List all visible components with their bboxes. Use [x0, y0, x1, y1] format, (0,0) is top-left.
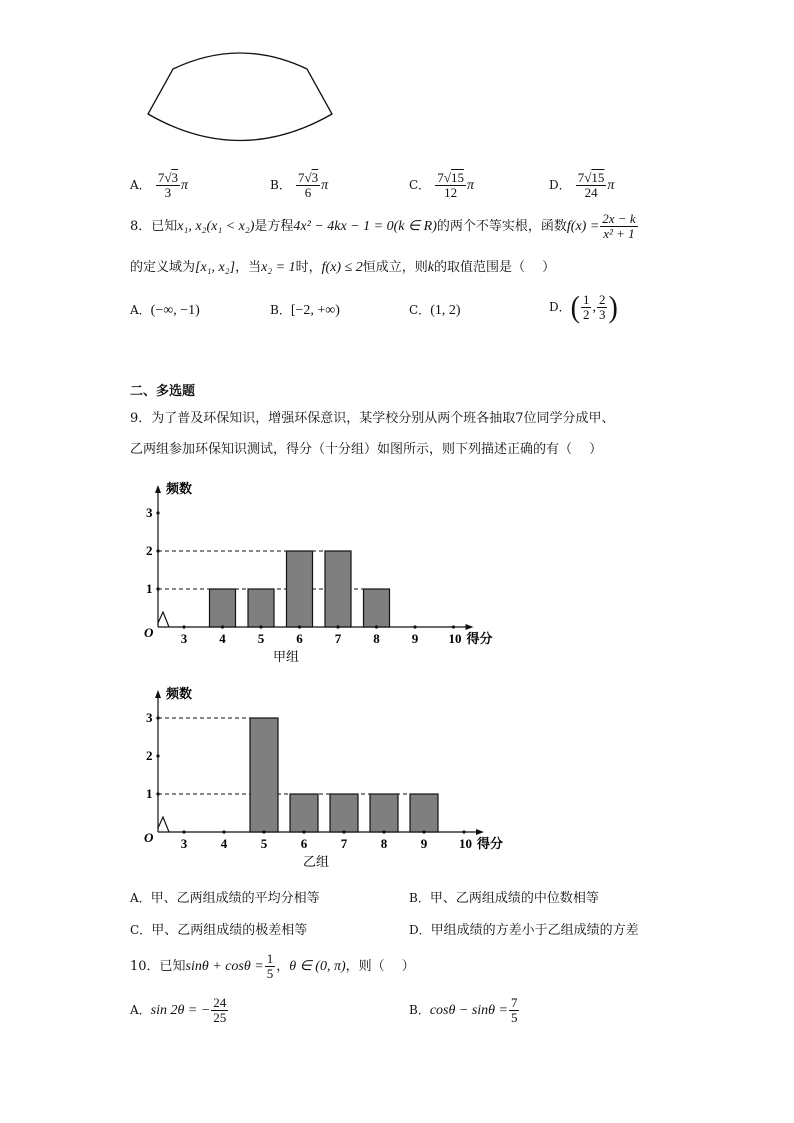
axis-break: [158, 817, 169, 832]
q8-math-inequality: f(x) ≤ 2: [321, 260, 363, 275]
y-axis-arrow: [155, 690, 161, 698]
bar: [210, 589, 236, 627]
option-math: sin 2θ = −: [150, 1003, 211, 1018]
y-tick-label: 3: [146, 710, 153, 725]
fraction-numerator: 2x − k: [602, 211, 636, 226]
option-label: C．: [409, 178, 431, 192]
q10-text: ，则（ ）: [345, 959, 415, 974]
option-text: 甲、乙两组成绩的中位数相等: [429, 891, 599, 906]
y-tick-label: 3: [146, 505, 153, 520]
option-label: A．: [130, 303, 151, 317]
x-tick-label: 4: [219, 631, 226, 646]
fraction-coef: 7: [157, 170, 165, 185]
q9-line2: 乙两组参加环保知识测试，得分（十分组）如图所示，则下列描述正确的有（ ）: [130, 442, 603, 457]
q8-math-cond: (x₁ < x₂): [206, 219, 255, 234]
q8-line1: [130, 212, 639, 241]
option-text: [−2, +∞): [290, 303, 340, 318]
option-math: cosθ − sinθ =: [429, 1003, 508, 1018]
chart-title: 乙组: [302, 854, 330, 869]
fraction-radicand: 15: [450, 170, 464, 185]
x-tick-mark: [462, 830, 465, 833]
option-text: 甲、乙两组成绩的极差相等: [151, 923, 308, 938]
x-tick-label: 9: [411, 631, 419, 646]
q8-text: 的定义域为: [130, 260, 196, 275]
fraction-denominator: 2: [582, 307, 590, 322]
fraction-denominator: 3: [164, 185, 172, 200]
x-tick-mark: [259, 625, 262, 628]
y-tick-label: 1: [146, 786, 153, 801]
fraction-denominator: x² + 1: [603, 226, 635, 241]
q8-fraction: [600, 212, 637, 241]
chart-yi-group: [130, 685, 504, 875]
fraction-coef: 7: [297, 170, 305, 185]
fraction-coef: 7: [437, 170, 444, 185]
x-tick-label: 5: [257, 631, 265, 646]
fraction-denominator: 6: [304, 185, 312, 200]
q10-fraction: [265, 952, 276, 981]
y-tick-mark: [156, 754, 159, 757]
chart-title: 甲组: [272, 649, 300, 664]
x-tick-mark: [342, 830, 345, 833]
fraction-denominator: 5: [266, 966, 274, 981]
y-tick-label: 2: [146, 748, 153, 763]
q8-math-x2: x₂ = 1: [261, 260, 296, 275]
fraction-numerator: 1: [582, 292, 590, 307]
option-text: 甲组成绩的方差小于乙组成绩的方差: [430, 923, 639, 938]
q8-text: ，当: [235, 260, 262, 275]
x-tick-label: 4: [220, 836, 228, 851]
q10-option-b: [409, 996, 520, 1025]
q8-option-d: D．( $\frac{1}{2}$ , $\frac{2}{3}$ ): [549, 289, 618, 324]
q7-option-c: [409, 171, 474, 200]
y-axis-label: 频数: [166, 686, 193, 701]
x-tick-mark: [182, 625, 185, 628]
x-tick-label: 3: [180, 631, 188, 646]
x-tick-mark: [262, 830, 265, 833]
q8-text: 时，: [295, 260, 322, 275]
x-axis-arrow: [476, 829, 484, 835]
x-axis-arrow: [466, 624, 474, 630]
fraction-radicand: 3: [311, 170, 319, 185]
x-tick-label: 7: [334, 631, 342, 646]
fraction-radicand: 15: [591, 170, 605, 185]
annular-sector-figure: [140, 62, 340, 152]
fraction-numerator: 1: [266, 951, 274, 966]
option-label: D．: [549, 178, 571, 192]
pi-symbol: π: [466, 178, 474, 193]
bar: [250, 718, 278, 832]
q7-option-d: [549, 171, 614, 200]
axis-break: [158, 612, 169, 627]
fraction-denominator: 5: [510, 1010, 518, 1025]
fraction-radicand: 3: [171, 170, 178, 185]
q8-text: 的两个不等实根，函数: [436, 219, 567, 234]
x-tick-label: 7: [340, 836, 348, 851]
y-tick-mark: [156, 511, 159, 514]
q7-option-a: [130, 171, 188, 200]
q8-line2: [130, 260, 555, 276]
q10-stem: [130, 952, 415, 981]
q8-option-a: [130, 302, 200, 319]
x-tick-mark: [336, 625, 339, 628]
x-tick-label: 8: [373, 631, 380, 646]
option-fraction: $\frac{7√3}{6}$: [297, 170, 319, 200]
bar: [410, 794, 438, 832]
x-tick-mark: [452, 625, 455, 628]
y-tick-label: 2: [146, 543, 153, 558]
q8-math-vars: x₁, x₂: [177, 219, 207, 234]
bar: [248, 589, 274, 627]
option-label: A．: [130, 178, 151, 192]
bar: [325, 551, 351, 627]
option-label: A．: [130, 891, 151, 905]
q8-math-equation: 4x² − 4kx − 1 = 0: [293, 219, 394, 234]
q9-option-b: [409, 890, 599, 907]
q9-option-c: [130, 922, 307, 939]
option-text: 甲、乙两组成绩的平均分相等: [150, 891, 320, 906]
x-tick-label: 6: [300, 836, 308, 851]
option-text: (1, 2): [430, 303, 461, 318]
x-tick-mark: [413, 625, 416, 628]
bar: [364, 589, 390, 627]
x-tick-mark: [182, 830, 185, 833]
option-label: D．: [549, 300, 571, 314]
x-tick-label: 10: [459, 836, 472, 851]
option-label: B．: [409, 891, 430, 905]
q7-option-b: [270, 171, 328, 200]
option-fraction: [509, 996, 520, 1025]
x-tick-mark: [382, 830, 385, 833]
q10-math-domain: θ ∈ (0, π): [289, 959, 346, 974]
x-tick-mark: [375, 625, 378, 628]
origin-label: O: [144, 625, 154, 640]
q9-line1: 9．为了普及环保知识，增强环保意识，某学校分别从两个班各抽取7位同学分成甲、: [130, 411, 615, 426]
pi-symbol: π: [180, 178, 188, 193]
section-heading: 二、多选题: [130, 384, 196, 399]
option-text: (−∞, −1): [150, 303, 200, 318]
option-fraction: $\frac{7√15}{24}$: [577, 170, 605, 200]
bar: [290, 794, 318, 832]
fraction-denominator: 3: [598, 307, 606, 322]
option-label: B．: [409, 1003, 430, 1017]
q10-text: 10．已知: [130, 959, 186, 974]
q10-text: ，: [276, 959, 290, 974]
option-label: B．: [270, 303, 291, 317]
q8-text: 的取值范围是（ ）: [434, 260, 556, 275]
x-tick-mark: [422, 830, 425, 833]
left-paren: (: [570, 289, 580, 324]
fraction-coef: 7: [577, 170, 585, 185]
x-tick-label: 5: [260, 836, 268, 851]
option-label: C．: [409, 303, 431, 317]
chart-jia-group: [130, 480, 493, 665]
x-tick-label: 6: [296, 631, 303, 646]
q10-math-expr: sinθ + cosθ =: [185, 959, 264, 974]
x-tick-label: 10: [448, 631, 462, 646]
q8-text: 8．已知: [130, 219, 178, 234]
fraction-denominator: 24: [584, 185, 598, 200]
origin-label: O: [144, 830, 154, 845]
q9-option-d: [409, 922, 639, 939]
q8-math-k: k: [427, 260, 434, 275]
fraction-denominator: 12: [444, 185, 458, 200]
pi-symbol: π: [607, 178, 615, 193]
x-axis-label: 得分: [466, 631, 493, 646]
y-axis-arrow: [155, 485, 161, 493]
x-tick-mark: [298, 625, 301, 628]
fraction-numerator: 2: [598, 292, 606, 307]
x-tick-label: 8: [380, 836, 388, 851]
option-label: B．: [270, 178, 291, 192]
x-tick-mark: [222, 830, 225, 833]
pi-symbol: π: [321, 178, 329, 193]
option-label: A．: [130, 1003, 151, 1017]
sector-outline: [148, 53, 332, 141]
bar: [287, 551, 313, 627]
q8-option-c: [409, 302, 461, 319]
y-axis-label: 频数: [166, 481, 193, 496]
option-label: D．: [409, 923, 431, 937]
option-fraction: $\frac{7√15}{12}$: [437, 170, 464, 200]
x-tick-label: 9: [420, 836, 428, 851]
bar: [370, 794, 398, 832]
fraction-denominator: 25: [213, 1010, 227, 1025]
q8-math-k: (k ∈ R): [393, 219, 437, 234]
x-tick-mark: [302, 830, 305, 833]
right-paren: ): [608, 289, 618, 324]
fraction-numerator: 7: [510, 995, 518, 1010]
q9-option-a: [130, 890, 320, 907]
y-tick-label: 1: [146, 581, 153, 596]
q8-option-b: [270, 302, 340, 319]
q8-text: 恒成立，则: [362, 260, 428, 275]
q10-option-a: [130, 996, 229, 1025]
bar: [330, 794, 358, 832]
q8-math-domain: [x₁, x₂]: [195, 260, 236, 275]
x-tick-mark: [221, 625, 224, 628]
option-fraction: $\frac{7√3}{3}$: [157, 170, 178, 200]
option-fraction: [211, 996, 228, 1025]
option-fraction: [581, 293, 592, 322]
q8-text: 是方程: [254, 219, 294, 234]
option-fraction: [597, 293, 608, 322]
q8-math-fx: f(x) =: [566, 219, 600, 234]
fraction-numerator: 24: [213, 995, 227, 1010]
option-label: C．: [130, 923, 152, 937]
x-axis-label: 得分: [477, 836, 504, 851]
x-tick-label: 3: [180, 836, 188, 851]
